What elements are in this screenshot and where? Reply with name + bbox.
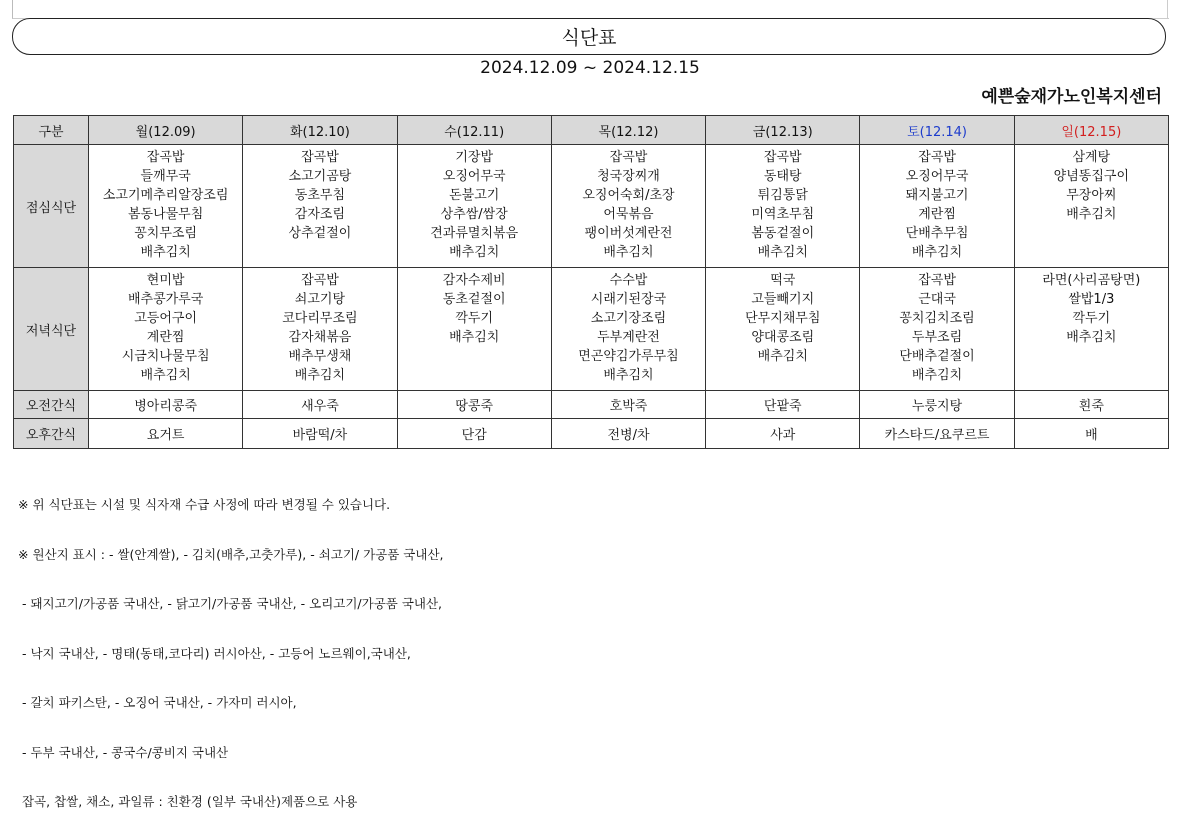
row-header: 오후간식 [14, 419, 89, 449]
menu-cell [397, 145, 551, 268]
menu-item: 새우죽 [301, 399, 339, 414]
menu-item: 전병/차 [607, 428, 650, 443]
menu-item: 무장아찌 [1066, 188, 1117, 203]
morning-snack-row [14, 391, 1169, 419]
menu-cell [397, 268, 551, 391]
menu-cell [243, 391, 397, 419]
notes [18, 464, 444, 827]
note-line: 잡곡, 찹쌀, 채소, 과일류 : 친환경 (일부 국내산)제품으로 사용 [18, 794, 358, 809]
menu-item: 단팥죽 [763, 399, 802, 414]
menu-item: 계란찜 [146, 330, 185, 345]
menu-item: 미역초무침 [751, 207, 815, 222]
menu-item: 오징어무국 [442, 169, 506, 184]
menu-cell [551, 268, 705, 391]
menu-item: 배추김치 [140, 368, 191, 383]
menu-item: 흰죽 [1078, 399, 1104, 414]
menu-item: 깍두기 [455, 311, 494, 326]
menu-item: 요거트 [146, 428, 185, 443]
menu-cell [1014, 419, 1168, 449]
menu-cell [243, 145, 397, 268]
menu-item: 배추김치 [911, 245, 963, 260]
menu-item: 튀김통닭 [757, 188, 808, 203]
menu-item: 배추김치 [911, 368, 963, 383]
date-range: 2024.12.09 ~ 2024.12.15 [480, 58, 700, 78]
menu-item: 배추김치 [1066, 207, 1117, 222]
menu-item: 동초겉절이 [442, 292, 506, 307]
center-name: 예쁜숲재가노인복지센터 [981, 87, 1162, 107]
menu-item: 배추김치 [449, 330, 500, 345]
menu-item: 꽁치무조림 [134, 226, 198, 241]
row-header: 저녁식단 [14, 268, 89, 391]
menu-cell [1014, 145, 1168, 268]
menu-item: 청국장찌개 [597, 169, 660, 184]
note-line: - 돼지고기/가공품 국내산, - 닭고기/가공품 국내산, - 오리고기/가공품 국내산, [18, 596, 443, 611]
day-header-sunday: 일(12.15) [1014, 116, 1168, 145]
menu-item: 단배추무침 [905, 226, 969, 241]
menu-cell [706, 419, 860, 449]
menu-item: 상추쌈/쌈장 [440, 207, 508, 222]
note-line: - 갈치 파키스탄, - 오징어 국내산, - 가자미 러시아, [18, 695, 297, 710]
note-line: - 낙지 국내산, - 명태(동태,코다리) 러시아산, - 고등어 노르웨이,국내산, [18, 645, 411, 661]
page-title: 식단표 [561, 27, 617, 49]
menu-item: 배추김치 [294, 368, 346, 383]
menu-item: 단무지채무침 [745, 311, 821, 326]
day-header: 수(12.11) [397, 116, 551, 145]
menu-cell [89, 419, 243, 449]
menu-item: 계란찜 [918, 207, 956, 222]
menu-table [13, 115, 1169, 449]
menu-item: 호박죽 [609, 399, 648, 414]
menu-item: 땅콩죽 [455, 399, 494, 414]
menu-item: 떡국 [770, 273, 796, 288]
menu-cell [89, 145, 243, 268]
menu-item: 라면(사리곰탕면) [1042, 273, 1141, 288]
menu-cell [860, 145, 1014, 268]
menu-item: 잡곡밥 [918, 150, 956, 165]
menu-item: 잡곡밥 [301, 150, 339, 165]
menu-item: 봄동나물무침 [127, 207, 204, 222]
menu-item: 감자수제비 [442, 273, 506, 288]
menu-cell [706, 268, 860, 391]
note-line: ※ 원산지 표시 : - 쌀(안계쌀), - 김치(배추,고춧가루), - 쇠고기/ 가공품 국내산, [18, 546, 444, 562]
menu-item: 양념똥집구이 [1053, 169, 1130, 184]
corner-header: 구분 [14, 116, 89, 145]
page-edge [12, 0, 1169, 19]
menu-item: 배추김치 [1066, 330, 1117, 345]
header-row [14, 116, 1169, 145]
title-box [12, 18, 1166, 55]
menu-item: 소고기메추리알장조림 [102, 188, 229, 203]
menu-item: 수수밥 [609, 273, 648, 288]
menu-cell [551, 391, 705, 419]
menu-item: 고등어구이 [134, 311, 198, 326]
menu-item: 코다리무조림 [282, 311, 358, 326]
menu-item: 고들빼기지 [751, 292, 815, 307]
menu-item: 견과류멸치볶음 [430, 226, 519, 241]
menu-item: 배추김치 [449, 245, 500, 260]
menu-item: 잡곡밥 [918, 273, 956, 288]
menu-item: 기장밥 [455, 150, 494, 165]
menu-item: 배추콩가루국 [127, 292, 204, 307]
day-header: 목(12.12) [551, 116, 705, 145]
day-header: 월(12.09) [89, 116, 243, 145]
menu-item: 현미밥 [146, 273, 185, 288]
menu-cell [860, 419, 1014, 449]
menu-item: 소고기장조림 [590, 311, 667, 326]
menu-item: 누룽지탕 [911, 399, 963, 414]
menu-item: 양대콩조림 [751, 330, 815, 345]
menu-item: 배추김치 [757, 349, 808, 364]
menu-item: 잡곡밥 [763, 150, 802, 165]
menu-item: 상추겉절이 [288, 226, 352, 241]
lunch-row [14, 145, 1169, 268]
day-header: 화(12.10) [243, 116, 397, 145]
menu-item: 배 [1085, 428, 1098, 443]
menu-item: 오징어무국 [905, 169, 969, 184]
menu-item: 꽁치김치조림 [899, 311, 975, 326]
menu-cell [551, 419, 705, 449]
menu-item: 소고기곰탕 [288, 169, 352, 184]
menu-item: 바람떡/차 [292, 428, 348, 443]
menu-item: 잡곡밥 [609, 150, 648, 165]
menu-item: 들깨무국 [140, 169, 191, 184]
menu-item: 배추무생채 [288, 349, 352, 364]
menu-item: 병아리콩죽 [134, 399, 198, 414]
menu-cell [397, 419, 551, 449]
menu-item: 봄동겉절이 [751, 226, 815, 241]
menu-item: 잡곡밥 [301, 273, 339, 288]
menu-item: 카스타드/요쿠르트 [884, 428, 990, 443]
menu-cell [706, 391, 860, 419]
row-header: 오전간식 [14, 391, 89, 419]
menu-cell [860, 391, 1014, 419]
menu-item: 배추김치 [757, 245, 808, 260]
row-header: 점심식단 [14, 145, 89, 268]
menu-item: 두부조림 [911, 330, 963, 345]
note-line: - 두부 국내산, - 콩국수/콩비지 국내산 [18, 744, 229, 760]
menu-item: 깍두기 [1072, 311, 1111, 326]
menu-item: 동초무침 [294, 188, 346, 203]
menu-cell [243, 419, 397, 449]
page-edge-right [1167, 0, 1168, 18]
menu-item: 오징어숙회/초장 [582, 188, 675, 203]
menu-item: 사과 [770, 428, 796, 443]
menu-item: 두부계란전 [597, 330, 660, 345]
menu-item: 팽이버섯계란전 [584, 226, 673, 241]
menu-cell [1014, 268, 1168, 391]
day-header-saturday: 토(12.14) [860, 116, 1014, 145]
menu-item: 돈불고기 [449, 188, 500, 203]
menu-item: 배추김치 [603, 368, 654, 383]
menu-item: 시래기된장국 [590, 292, 667, 307]
menu-cell [243, 268, 397, 391]
day-header: 금(12.13) [706, 116, 860, 145]
menu-cell [89, 268, 243, 391]
menu-cell [551, 145, 705, 268]
menu-item: 단배추겉절이 [899, 349, 975, 364]
menu-cell [397, 391, 551, 419]
menu-item: 잡곡밥 [146, 150, 185, 165]
dinner-row [14, 268, 1169, 391]
menu-cell [706, 145, 860, 268]
afternoon-snack-row [14, 419, 1169, 449]
menu-item: 동태탕 [763, 169, 802, 184]
menu-item: 돼지불고기 [905, 188, 969, 203]
menu-item: 단감 [461, 428, 487, 443]
menu-item: 면곤약김가루무침 [578, 349, 679, 364]
menu-item: 배추김치 [140, 245, 191, 260]
menu-item: 삼계탕 [1072, 150, 1111, 165]
menu-item: 어묵볶음 [603, 207, 654, 222]
menu-cell [1014, 391, 1168, 419]
menu-cell [89, 391, 243, 419]
menu-cell [860, 268, 1014, 391]
note-line: ※ 위 식단표는 시설 및 식자재 수급 사정에 따라 변경될 수 있습니다. [18, 497, 391, 512]
menu-item: 시금치나물무침 [121, 349, 210, 364]
menu-item: 근대국 [918, 292, 956, 307]
menu-item: 쇠고기탕 [294, 292, 346, 307]
menu-item: 배추김치 [603, 245, 654, 260]
menu-item: 쌀밥1/3 [1068, 292, 1115, 307]
menu-item: 감자조림 [294, 207, 346, 222]
menu-item: 감자채볶음 [288, 330, 352, 345]
